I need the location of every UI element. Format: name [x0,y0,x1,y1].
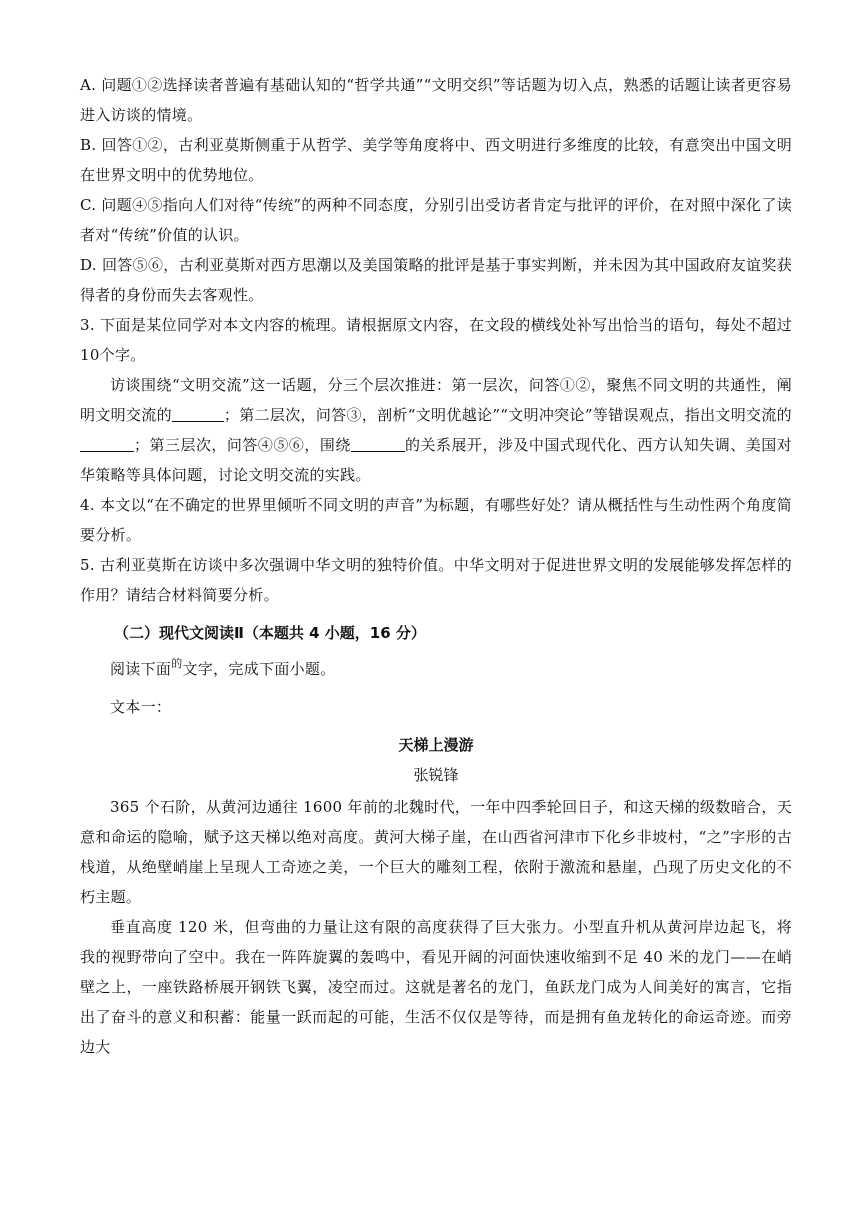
section-heading: （二）现代文阅读Ⅱ（本题共 4 小题，16 分） [114,624,426,642]
q3-segment-4: 的关系展开，涉及中国式现代化、西方认知失调、美国对华策略等具体问题，讨论文明交流的实践。 [80,436,792,484]
question-3-passage [80,370,792,490]
article-paragraph: 365 个石阶，从黄河边通往 1600 年前的北魏时代，一年中四季轮回日子，和这天梯的级数暗合，天意和命运的隐喻，赋予这天梯以绝对高度。黄河大梯子崖，在山西省河津市下化乡非坡村，“之”字形的古栈道，从绝壁峭崖上呈现人工奇迹之美，一个巨大的雕刻工程，依附于激流和悬崖，凸现了历史文化的不朽主题。 [80,798,792,906]
article-title: 天梯上漫游 [398,736,474,754]
instruction-part-a: 阅读下面 [110,660,172,678]
answer-blank-3[interactable] [351,433,405,452]
answer-blank-1[interactable] [172,403,224,422]
question-5: 5. 古利亚莫斯在访谈中多次强调中华文明的独特价值。中华文明对于促进世界文明的发展能够发挥怎样的作用？请结合材料简要分析。 [80,556,792,604]
instruction-raised-char: 的 [171,657,183,670]
document-page [80,70,792,1062]
option-d: D. 回答⑤⑥，古利亚莫斯对西方思潮以及美国策略的批评是基于事实判断，并未因为其中国政府友谊奖获得者的身份而失去客观性。 [80,256,792,304]
answer-blank-2[interactable] [80,433,134,452]
article-author: 张锐锋 [413,766,459,784]
option-a: A. 问题①②选择读者普遍有基础认知的“哲学共通”“文明交织”等话题为切入点，熟悉的话题让读者更容易进入访谈的情境。 [80,76,792,124]
text-label: 文本一： [110,698,172,716]
reading-instruction [80,654,792,686]
instruction-part-b: 文字，完成下面小题。 [182,660,336,678]
option-c: C. 问题④⑤指向人们对待“传统”的两种不同态度，分别引出受访者肯定与批评的评价，在对照中深化了读者对“传统”价值的认识。 [80,196,792,244]
article-paragraph: 垂直高度 120 米，但弯曲的力量让这有限的高度获得了巨大张力。小型直升机从黄河岸边起飞，将我的视野带向了空中。我在一阵阵旋翼的轰鸣中，看见开阔的河面快速收缩到不足 40 米的龙门——在峭壁之上，一座铁路桥展开钢铁飞翼，凌空而过。这就是著名的龙门，鱼跃龙门成为人间美好的寓言，它指出了奋斗的意义和积蓄：能量一跃而起的可能，生活不仅仅是等待，而是拥有鱼龙转化的命运奇迹。而旁边大 [80,918,792,1056]
q3-segment-1: 访谈围绕“文明交流”这一话题，分三个层次推进：第一层次，问答①②，聚焦不同文明的共通性，阐明文明交流的 [80,376,792,424]
q3-segment-2: ；第二层次，问答③，剖析“文明优越论”“文明冲突论”等错误观点，指出文明交流的 [223,406,792,424]
option-b: B. 回答①②，古利亚莫斯侧重于从哲学、美学等角度将中、西文明进行多维度的比较，有意突出中国文明在世界文明中的优势地位。 [80,136,792,184]
question-3-prompt: 3. 下面是某位同学对本文内容的梳理。请根据原文内容，在文段的横线处补写出恰当的语句，每处不超过10个字。 [80,316,792,364]
question-4: 4. 本文以“在不确定的世界里倾听不同文明的声音”为标题，有哪些好处？请从概括性与生动性两个角度简要分析。 [80,496,792,544]
q3-segment-3: ；第三层次，问答④⑤⑥，围绕 [134,436,351,454]
